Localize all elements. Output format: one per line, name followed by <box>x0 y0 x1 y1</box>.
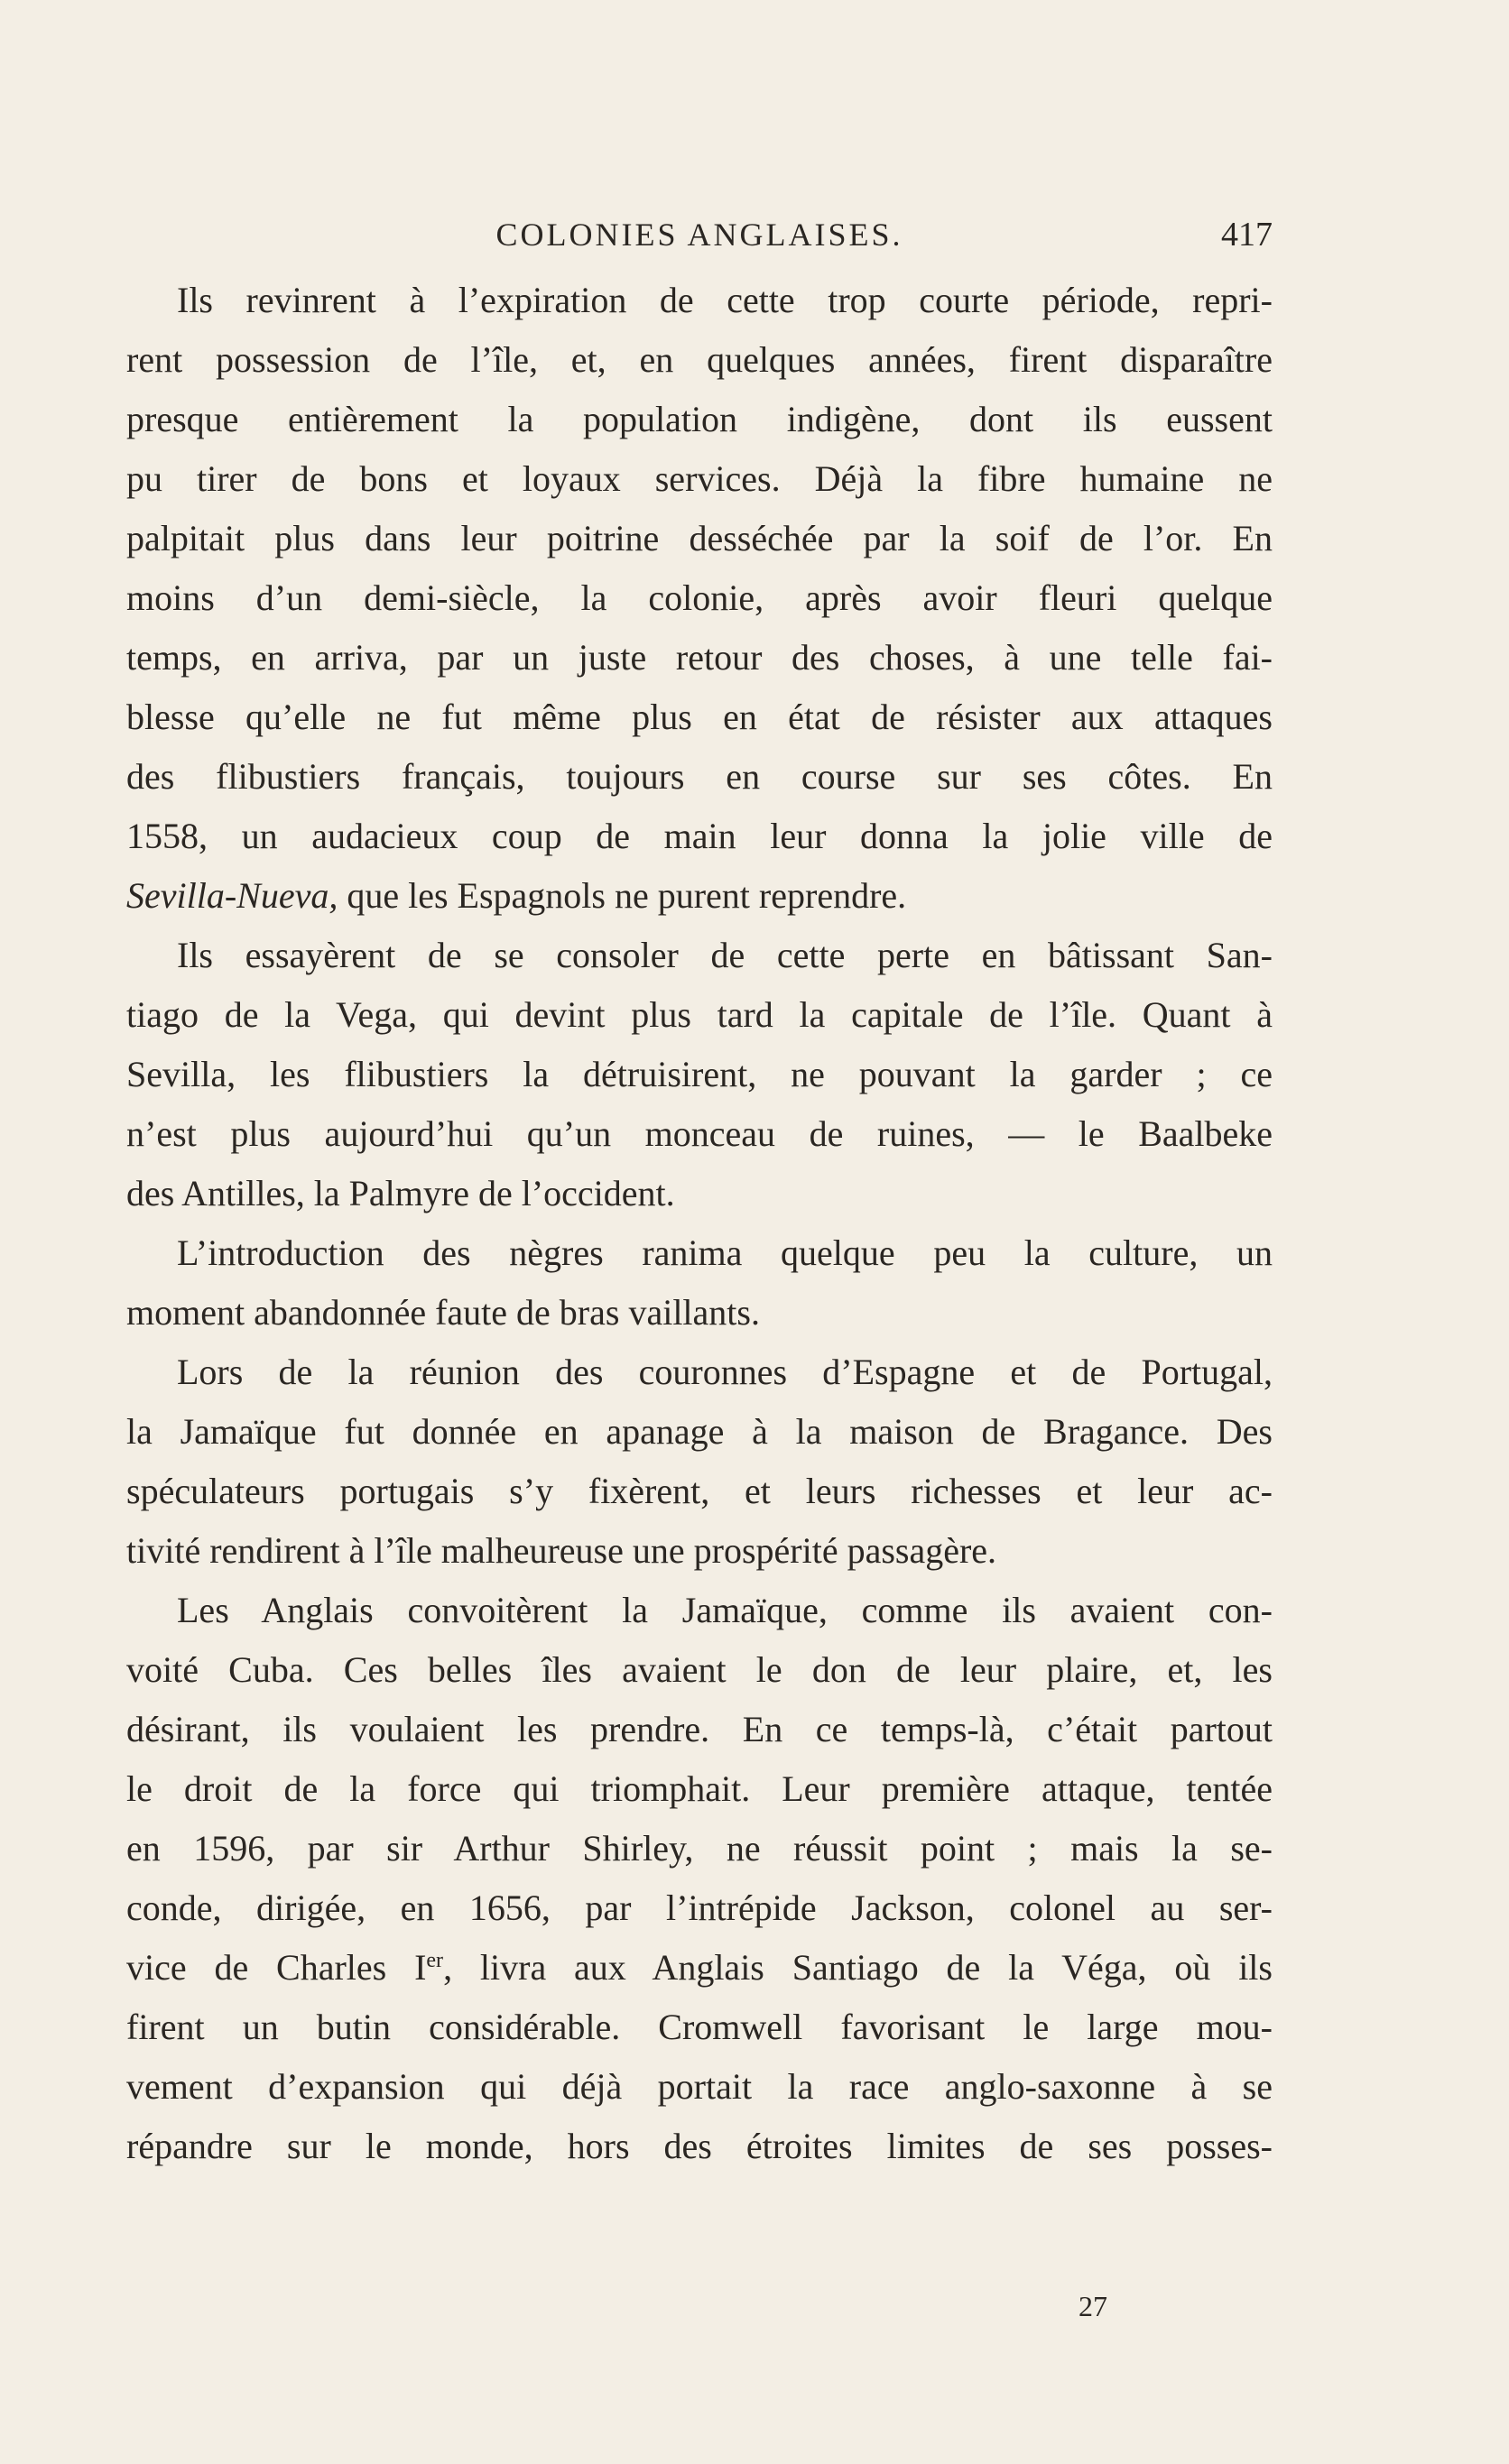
superscript: er <box>426 1949 444 1972</box>
text-line: conde, dirigée, en 1656, par l’intrépide Jackson, colonel au ser- <box>126 1887 1273 1928</box>
text-line: vement d’expansion qui déjà portait la race anglo-saxonne à se <box>126 2066 1273 2107</box>
text-line: L’introduction des nègres ranima quelque peu la culture, un <box>177 1232 1273 1273</box>
text-line: blesse qu’elle ne fut même plus en état de résister aux attaques <box>126 697 1273 737</box>
text-line: tivité rendirent à l’île malheureuse une prospérité passagère. <box>126 1530 997 1571</box>
text-line: en 1596, par sir Arthur Shirley, ne réussit point ; mais la se- <box>126 1828 1273 1869</box>
text-line: des Antilles, la Palmyre de l’occident. <box>126 1173 675 1214</box>
text-line: le droit de la force qui triomphait. Leur première attaque, tentée <box>126 1768 1273 1809</box>
running-title: COLONIES ANGLAISES. <box>495 217 903 253</box>
text-line: rent possession de l’île, et, en quelques années, firent disparaître <box>126 339 1273 380</box>
body-text <box>126 271 1273 2176</box>
signature-mark: 27 <box>1079 2290 1107 2322</box>
text-line: pu tirer de bons et loyaux services. Déjà la fibre humaine ne <box>126 458 1273 499</box>
text-line: temps, en arriva, par un juste retour des choses, à une telle fai- <box>126 637 1273 678</box>
text-line-rest: que les Espagnols ne purent reprendre. <box>338 875 907 916</box>
text-line: Sevilla, les flibustiers la détruisirent, ne pouvant la garder ; ce <box>126 1054 1273 1094</box>
text-line: Ils revinrent à l’expiration de cette trop courte période, repri- <box>177 280 1273 320</box>
text-line: tiago de la Vega, qui devint plus tard la capitale de l’île. Quant à <box>126 994 1273 1035</box>
text-line <box>126 866 1273 926</box>
text-line: palpitait plus dans leur poitrine desséchée par la soif de l’or. En <box>126 518 1273 558</box>
text-line: Ils essayèrent de se consoler de cette perte en bâtissant San- <box>177 935 1273 975</box>
text-line <box>126 1938 1273 1998</box>
text-line: des flibustiers français, toujours en course sur ses côtes. En <box>126 756 1273 797</box>
text-line-before: vice de Charles I <box>126 1947 427 1988</box>
page-header <box>126 208 1273 262</box>
text-line-after: , livra aux Anglais Santiago de la Véga, où ils <box>443 1947 1273 1988</box>
text-line: répandre sur le monde, hors des étroites limites de ses posses- <box>126 2126 1273 2166</box>
text-line: firent un butin considérable. Cromwell favorisant le large mou- <box>126 2007 1273 2047</box>
text-line: spéculateurs portugais s’y fixèrent, et leurs richesses et leur ac- <box>126 1471 1273 1511</box>
text-line: presque entièrement la population indigène, dont ils eussent <box>126 399 1273 439</box>
text-line: voité Cuba. Ces belles îles avaient le don de leur plaire, et, les <box>126 1649 1273 1690</box>
text-line: moment abandonnée faute de bras vaillants. <box>126 1292 760 1333</box>
text-line: Les Anglais convoitèrent la Jamaïque, comme ils avaient con- <box>177 1590 1273 1630</box>
text-line: n’est plus aujourd’hui qu’un monceau de ruines, — le Baalbeke <box>126 1113 1273 1154</box>
text-line: la Jamaïque fut donnée en apanage à la maison de Bragance. Des <box>126 1411 1273 1452</box>
page-number: 417 <box>1221 216 1273 254</box>
text-line: désirant, ils voulaient les prendre. En ce temps-là, c’était partout <box>126 1709 1273 1749</box>
italic-place-name: Sevilla-Nueva, <box>126 875 338 916</box>
text-line: moins d’un demi-siècle, la colonie, après avoir fleuri quelque <box>126 577 1273 618</box>
text-line: Lors de la réunion des couronnes d’Espagne et de Portugal, <box>177 1352 1273 1392</box>
text-line: 1558, un audacieux coup de main leur donna la jolie ville de <box>126 816 1273 856</box>
